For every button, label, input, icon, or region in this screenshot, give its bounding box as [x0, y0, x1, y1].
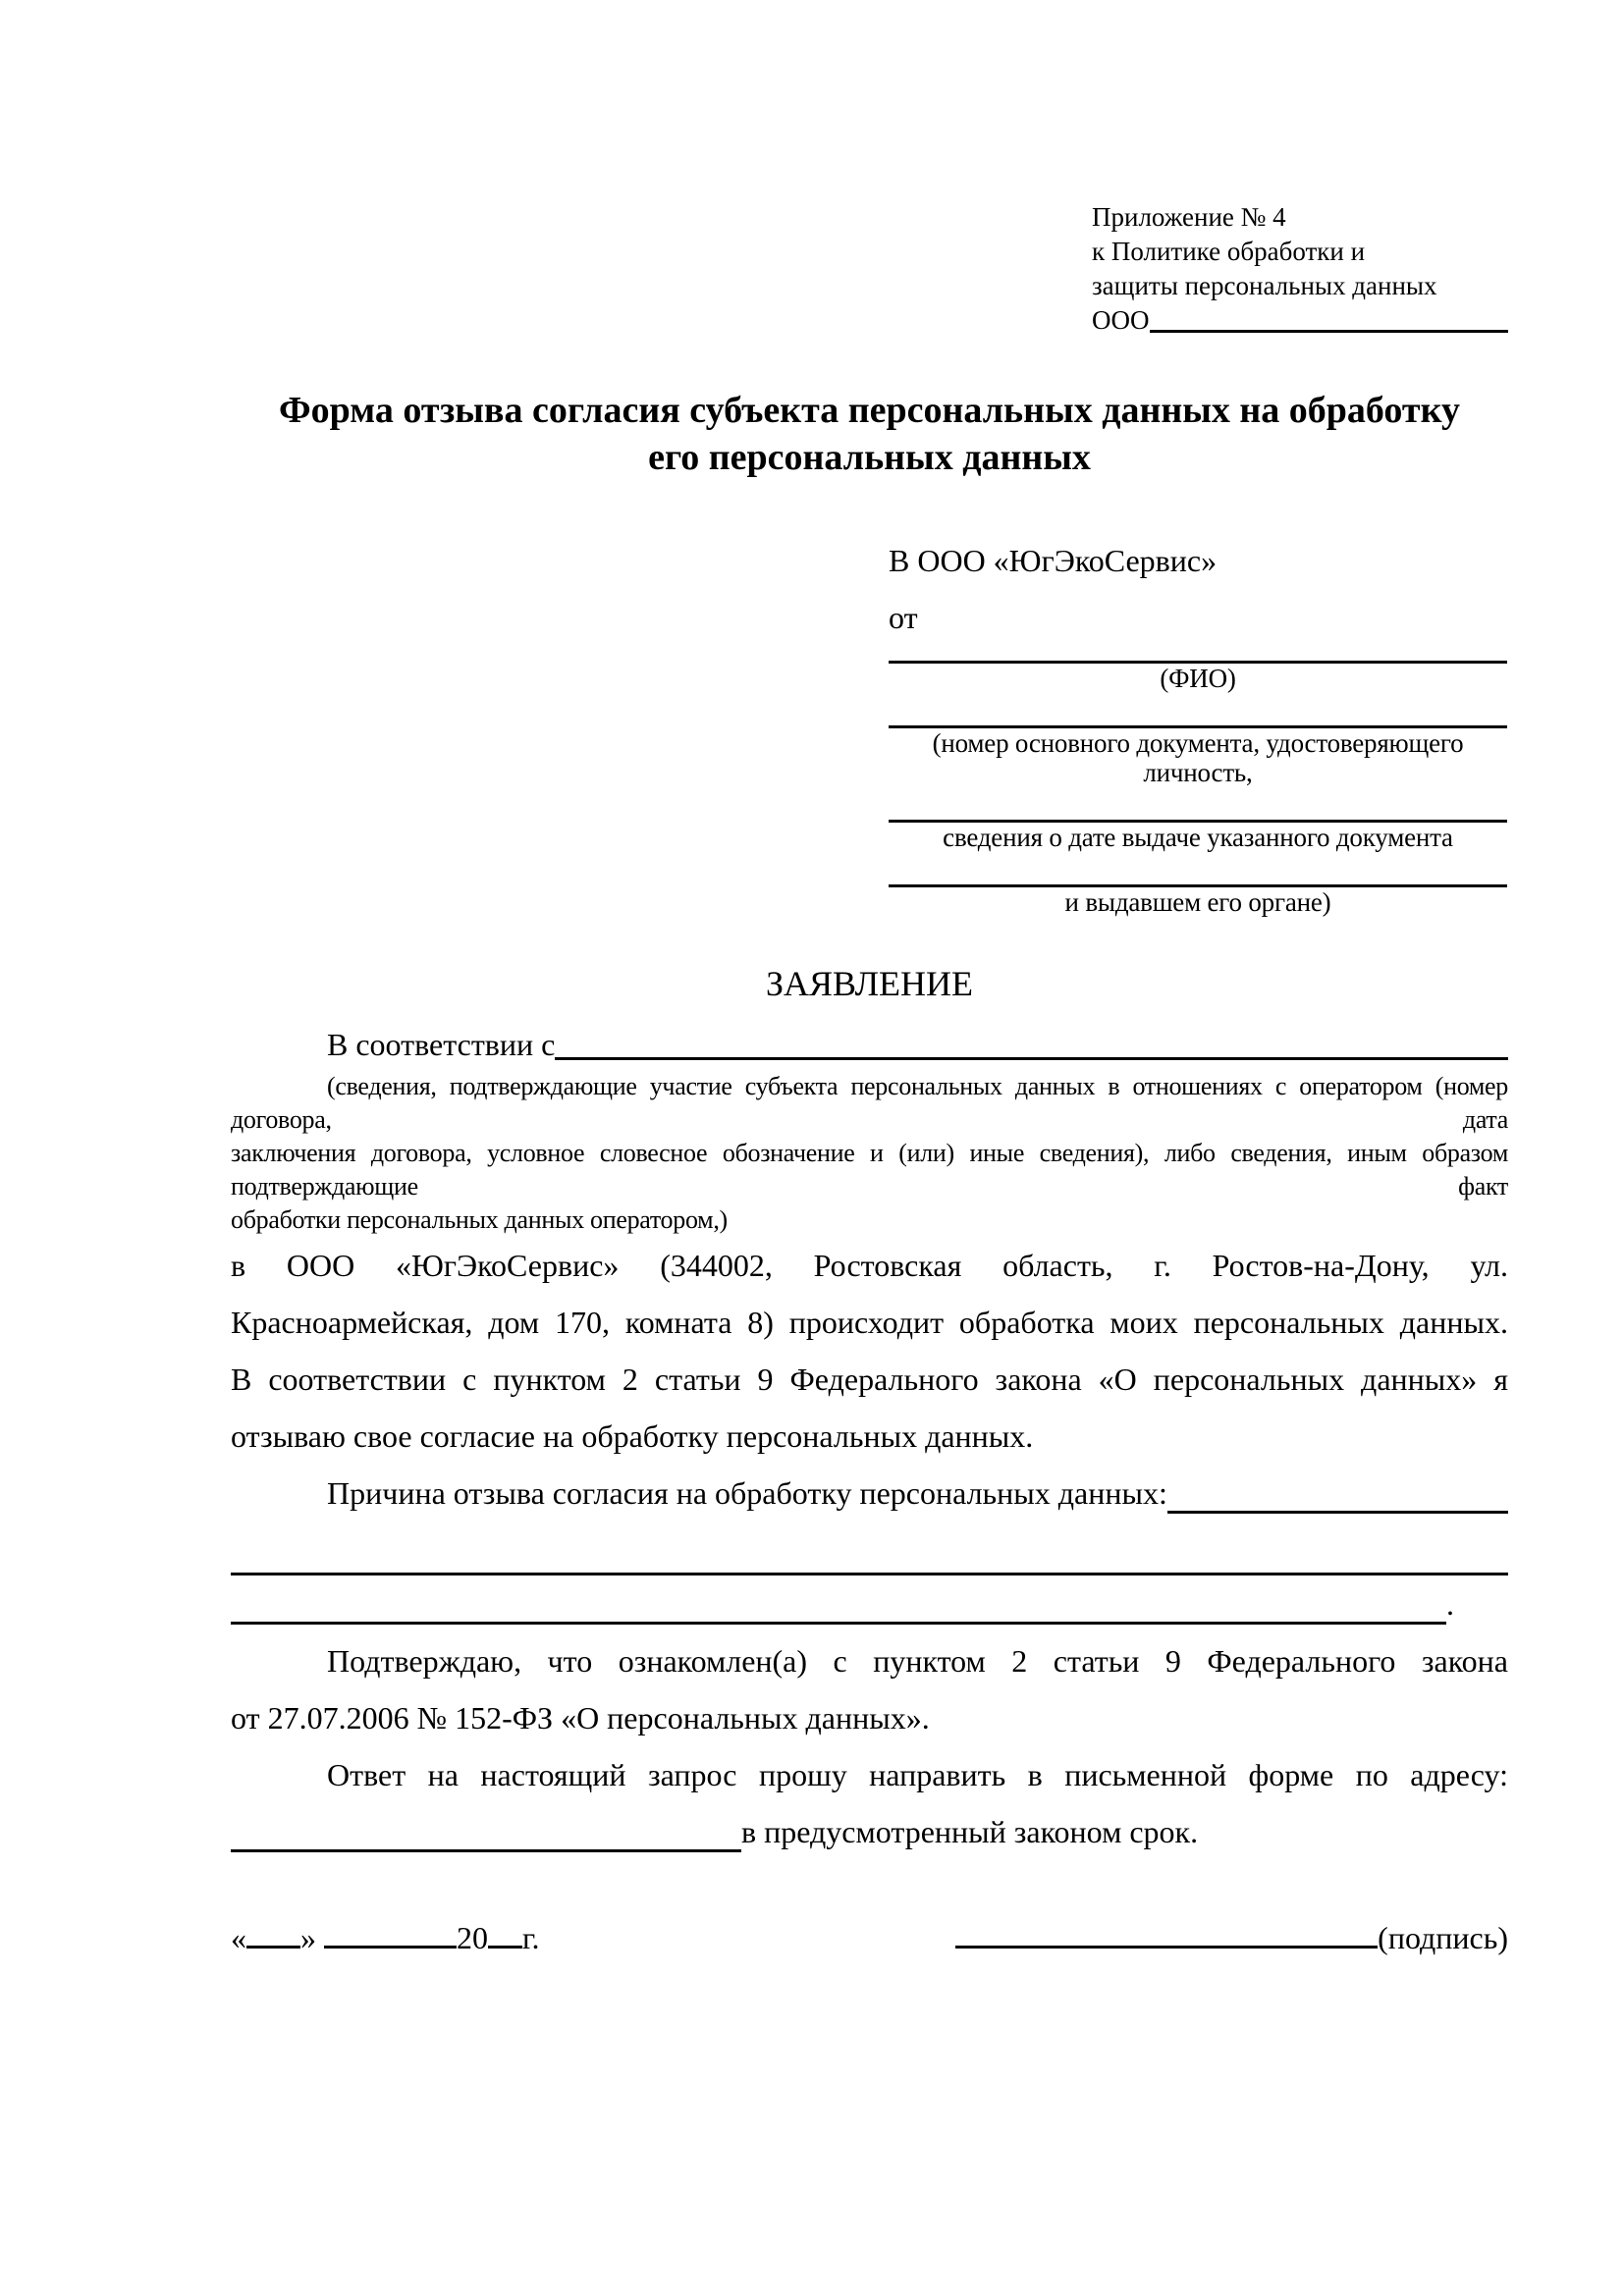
body-line-3: В соответствии с пунктом 2 статьи 9 Федерального закона «О персональных данных» я — [231, 1362, 1508, 1397]
ooo-label: ООО — [1092, 305, 1150, 335]
confirmation-paragraph — [231, 1632, 1508, 1746]
issuing-authority-blank-line — [889, 852, 1507, 887]
reason-blank-line-2 — [231, 1522, 1508, 1575]
reply-address-row — [231, 1803, 1508, 1860]
addressee-to: В ООО «ЮгЭкоСервис» — [889, 543, 1218, 578]
appendix-header — [1092, 200, 1508, 338]
day-blank-line — [246, 1917, 300, 1949]
fio-caption: (ФИО) — [1160, 664, 1236, 693]
intro-blank-line — [555, 1057, 1508, 1060]
date-field — [231, 1909, 540, 1966]
statement-heading: ЗАЯВЛЕНИЕ — [765, 964, 974, 1003]
appendix-header-line-2: к Политике обработки и — [1092, 237, 1366, 266]
ooo-blank-line — [1150, 330, 1509, 333]
appendix-header-ooo-line — [1092, 303, 1508, 338]
issue-date-caption: сведения о дате выдаче указанного документа — [943, 823, 1453, 852]
addressee-from-label: от — [889, 600, 918, 635]
signature-caption: (подпись) — [1378, 1920, 1508, 1955]
issue-date-blank-line — [889, 787, 1507, 823]
intro-note-line-2: заключения договора, условное словесное обозначение и (или) иные сведения), либо сведения, иным образом подтверждающие факт — [231, 1139, 1508, 1201]
signature-field — [955, 1909, 1508, 1966]
date-signature-row — [231, 1909, 1508, 1966]
confirm-line-1: Подтверждаю, что ознакомлен(а) с пунктом 2 статьи 9 Федерального закона — [327, 1643, 1508, 1679]
date-close-quote: » — [300, 1920, 316, 1955]
appendix-header-line-1: Приложение № 4 — [1092, 202, 1286, 232]
appendix-header-line-3: защиты персональных данных — [1092, 271, 1437, 300]
confirm-line-2: от 27.07.2006 № 152-ФЗ «О персональных данных». — [231, 1700, 930, 1735]
year-suffix: г. — [522, 1920, 540, 1955]
reason-blank-line-3-row — [231, 1575, 1508, 1632]
body-line-4: отзываю свое согласие на обработку персональных данных. — [231, 1418, 1034, 1454]
document-title-line-1: Форма отзыва согласия субъекта персональных данных на обработку — [279, 390, 1460, 431]
reason-period: . — [1446, 1586, 1454, 1622]
body-line-2: Красноармейская, дом 170, комната 8) происходит обработка моих персональных данных. — [231, 1305, 1508, 1340]
reply-address-blank-line — [231, 1849, 741, 1852]
intro-prefix: В соответствии с — [327, 1027, 556, 1062]
reason-blank-line-3 — [231, 1622, 1446, 1625]
intro-note-line-1: (сведения, подтверждающие участие субъекта персональных данных в отношениях с оператором (номер договора, дата — [231, 1072, 1508, 1134]
date-open-quote: « — [231, 1920, 246, 1955]
document-title-line-2: его персональных данных — [648, 437, 1091, 478]
intro-note — [231, 1070, 1508, 1237]
document-title — [231, 387, 1508, 481]
doc-number-caption: (номер основного документа, удостоверяющего личность, — [932, 728, 1464, 787]
body-paragraph — [231, 1237, 1508, 1465]
issuing-authority-caption: и выдавшем его органе) — [1064, 887, 1331, 917]
doc-number-blank-line — [889, 693, 1507, 728]
signature-blank-line — [955, 1917, 1378, 1949]
year-prefix: 20 — [457, 1920, 488, 1955]
body-line-1: в ООО «ЮгЭкоСервис» (344002, Ростовская область, г. Ростов-на-Дону, ул. — [231, 1248, 1508, 1283]
reason-line — [231, 1465, 1508, 1522]
reason-blank-line-1 — [1167, 1511, 1508, 1514]
month-blank-line — [324, 1917, 457, 1949]
reason-label: Причина отзыва согласия на обработку персональных данных: — [327, 1475, 1167, 1511]
intro-note-line-3: обработки персональных данных оператором,) — [231, 1205, 728, 1234]
reply-line: Ответ на настоящий запрос прошу направить в письменной форме по адресу: — [327, 1757, 1508, 1792]
intro-line — [231, 1023, 1508, 1066]
year-blank-line — [488, 1917, 522, 1949]
reply-tail: в предусмотренный законом срок. — [741, 1814, 1199, 1849]
addressee-block — [889, 532, 1507, 917]
fio-blank-line — [889, 646, 1507, 664]
